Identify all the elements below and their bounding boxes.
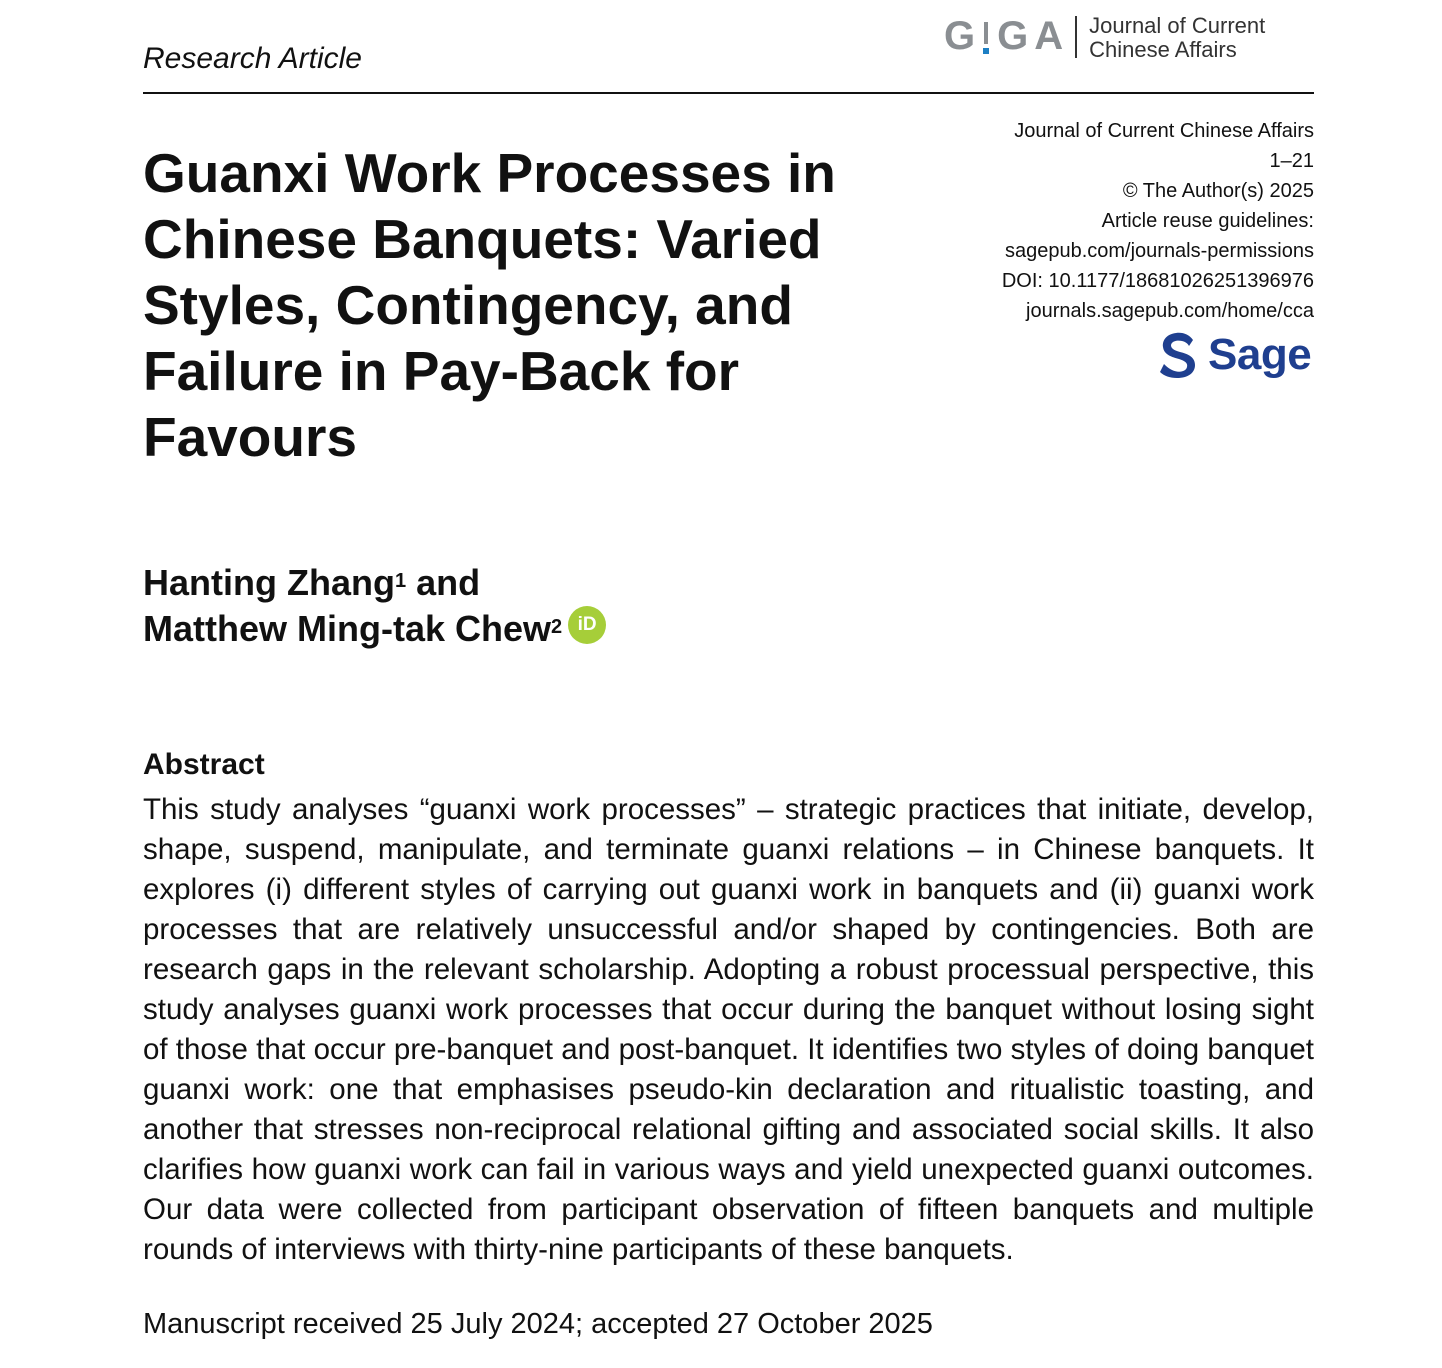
orcid-icon[interactable]: iD <box>568 606 606 644</box>
abstract-heading: Abstract <box>143 748 265 781</box>
sage-logo <box>1158 330 1311 380</box>
page-range: 1–21 <box>1269 150 1314 172</box>
article-type-label: Research Article <box>143 42 362 75</box>
journal-meta <box>1002 116 1314 326</box>
doi[interactable]: DOI: 10.1177/18681026251396976 <box>1001 270 1314 292</box>
author-1-affiliation: 1 <box>394 570 407 592</box>
author-2-affiliation: 2 <box>551 616 563 638</box>
author-2-name[interactable]: Matthew Ming-tak Chew <box>143 608 552 649</box>
author-connector: and <box>406 562 481 603</box>
journal-home-link[interactable]: journals.sagepub.com/home/cca <box>1026 300 1314 322</box>
copyright: © The Author(s) 2025 <box>1122 180 1314 202</box>
author-line-1 <box>143 560 606 606</box>
journal-name: Journal of Current Chinese Affairs <box>1014 120 1314 142</box>
header-rule <box>143 92 1314 94</box>
giga-i-icon <box>979 18 993 54</box>
sage-s-icon <box>1158 330 1198 380</box>
reuse-label: Article reuse guidelines: <box>1101 210 1314 232</box>
author-1-name[interactable]: Hanting Zhang <box>143 562 395 603</box>
abstract-text: This study analyses “guanxi work processes” – strategic practices that initiate, develop, shape, suspend, manipulate, and terminate guanxi relations – in Chinese banquets. It explores (i) different styles of carrying out guanxi work in banquets and (ii) guanxi work processes that are relatively unsuccessful and/or shaped by contingencies. Both are research gaps in the relevant scholarship. Adopting a robust processual perspective, this study analyses guanxi work processes that occur during the banquet without losing sight of those that occur pre-banquet and post-banquet. It identifies two styles of doing banquet guanxi work: one that emphasises pseudo-kin declaration and ritualistic toasting, and another that stresses non-reciprocal relational gifting and associated social skills. It also clarifies how guanxi work can fail in various ways and yield unexpected guanxi outcomes. Our data were collected from participant observation of fifteen banquets and multiple rounds of interviews with thirty-nine participants of these banquets. <box>143 793 1314 1266</box>
giga-divider <box>1075 16 1077 58</box>
sage-wordmark: Sage <box>1208 330 1312 379</box>
giga-logo <box>944 14 1265 62</box>
giga-mark: G G A <box>944 14 1070 58</box>
giga-journal-name: Journal of Current Chinese Affairs <box>1089 13 1266 62</box>
author-line-2 <box>143 606 606 652</box>
reuse-link[interactable]: sagepub.com/journals-permissions <box>1004 240 1314 262</box>
manuscript-dates: Manuscript received 25 July 2024; accepted 27 October 2025 <box>143 1308 933 1340</box>
article-title: Guanxi Work Processes in Chinese Banquets: Varied Styles, Contingency, and Failure in Pay-Back for Favours <box>143 142 836 468</box>
authors <box>143 560 606 652</box>
